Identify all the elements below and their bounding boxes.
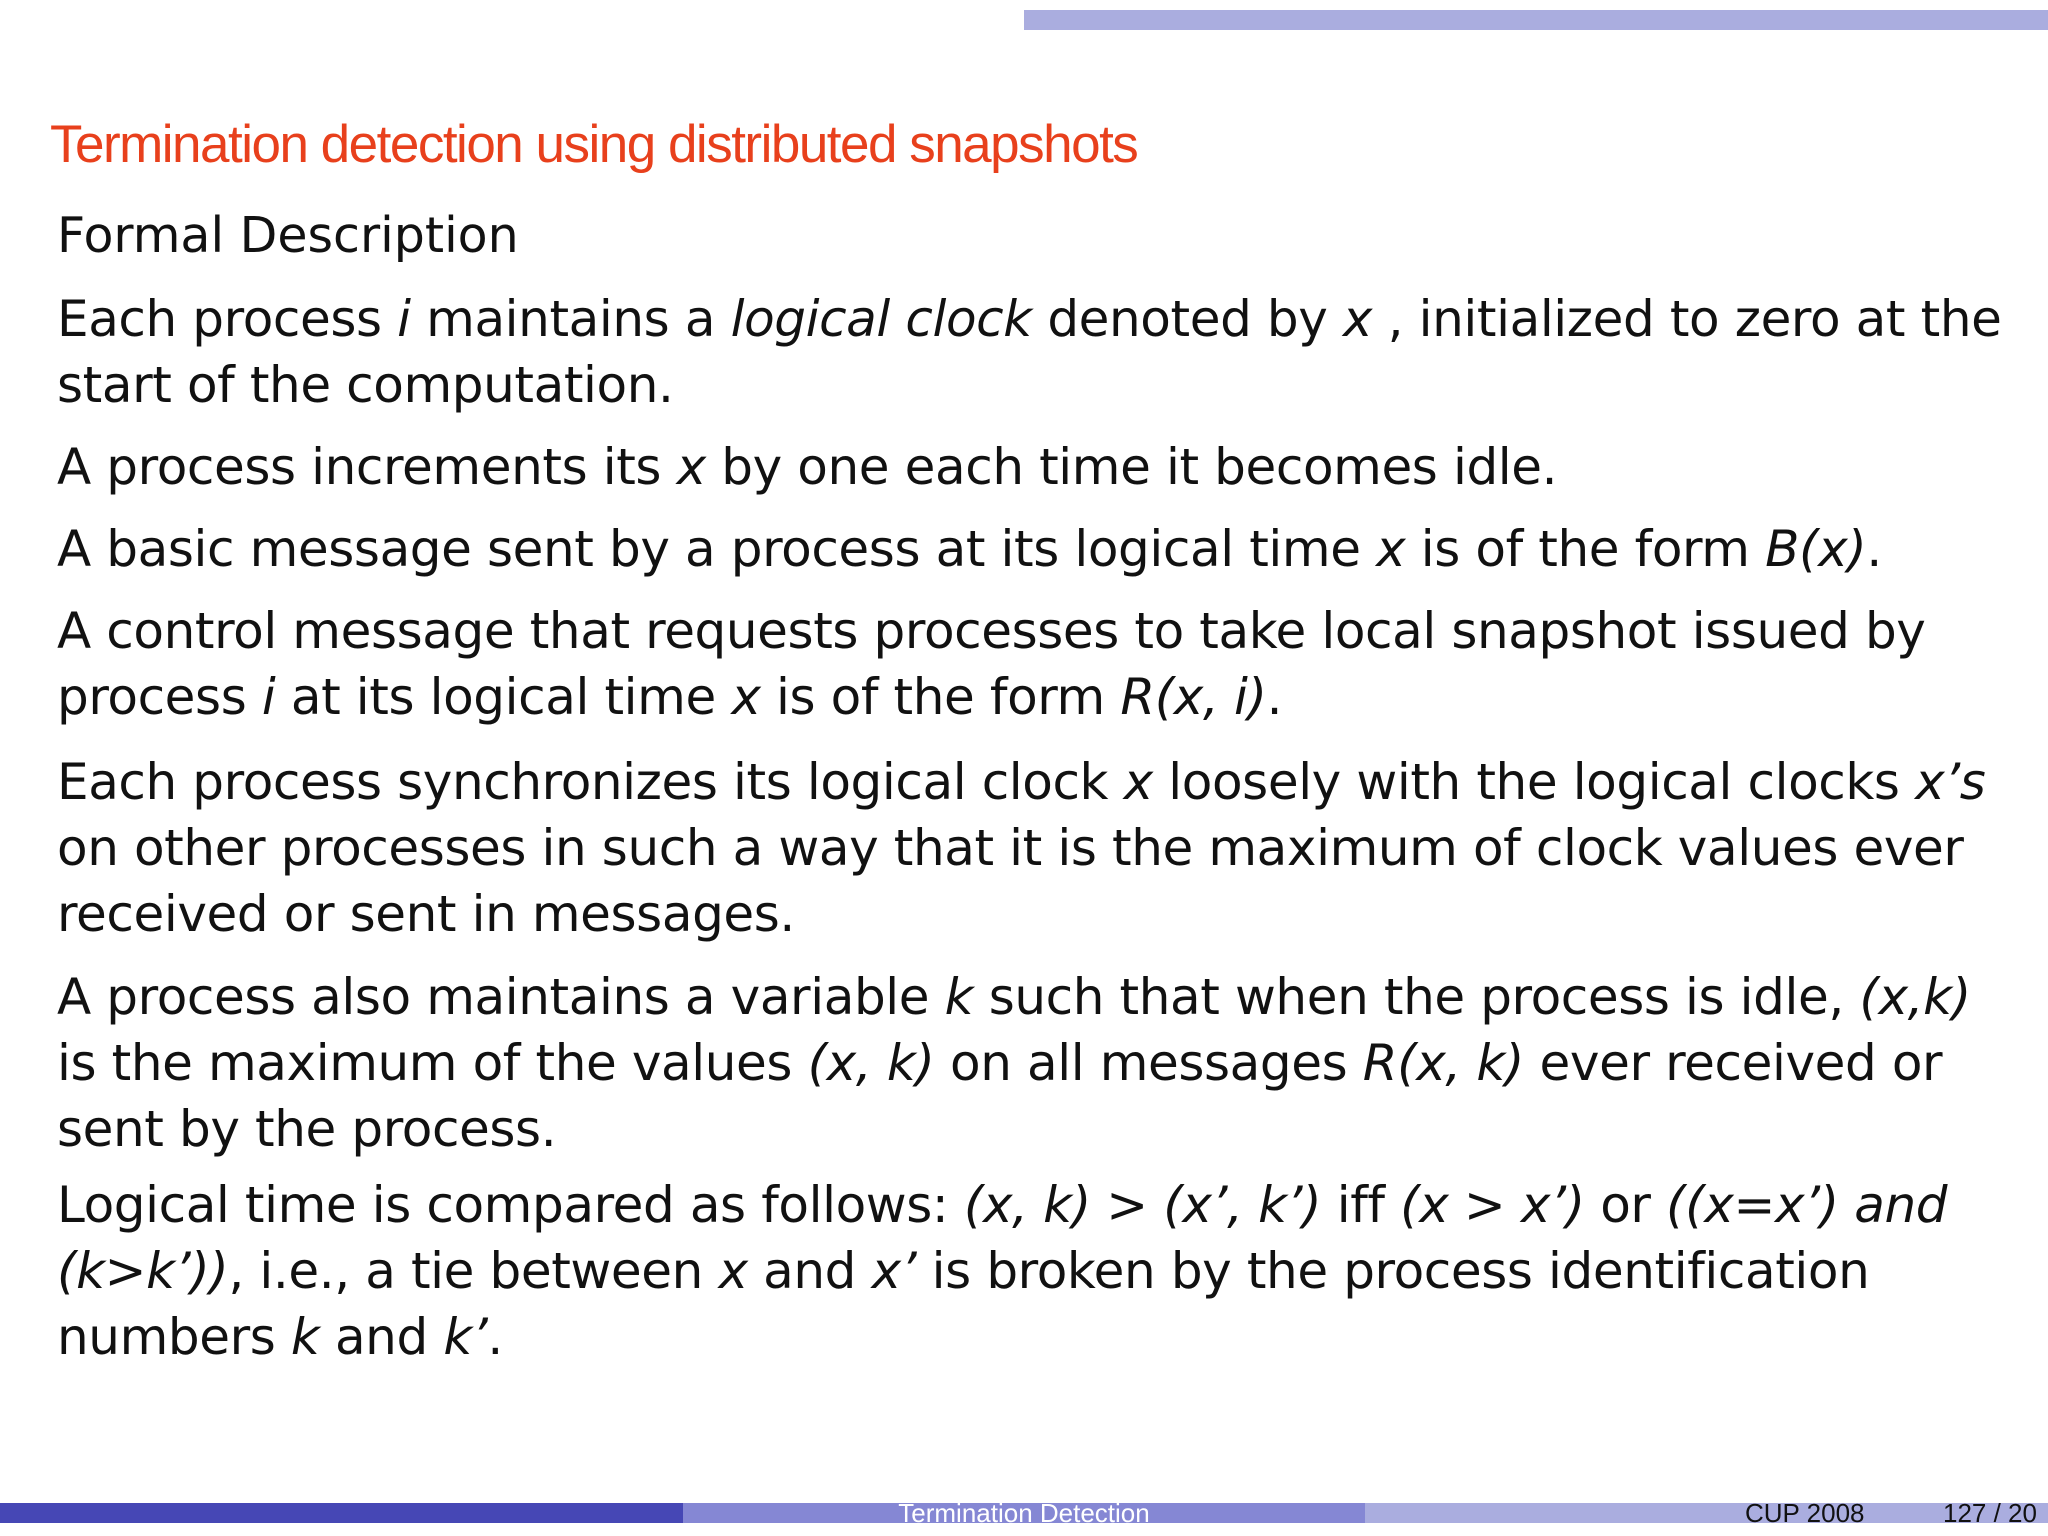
paragraph-clock-sync: Each process synchronizes its logical clock x loosely with the logical clocks x’s on other processes in such a way that it is the maximum of clock values ever received or sent in messages.: [57, 753, 1986, 943]
footer-bar: [0, 1498, 2048, 1528]
slide-subtitle: Formal Description: [57, 207, 519, 264]
footer-section-title: Termination Detection: [683, 1503, 1365, 1523]
footer-page-number: 127 / 20: [1943, 1498, 2037, 1528]
paragraph-variable-k: A process also maintains a variable k such that when the process is idle, (x,k) is the maximum of the values (x, k) on all messages R(x, k) ever received or sent by the process.: [57, 968, 1971, 1158]
paragraph-time-comparison: Logical time is compared as follows: (x, k) > (x’, k’) iff (x > x’) or ((x=x’) and (k>k’)), i.e., a tie between x and x’ is broken by the process identification numbers k and k’.: [57, 1176, 1948, 1366]
header-accent-bar: [1024, 10, 2048, 30]
footer-left-segment: [0, 1503, 683, 1523]
paragraph-control-message: A control message that requests processes to take local snapshot issued by process i at its logical time x is of the form R(x, i).: [57, 602, 1926, 726]
paragraph-clock-init: Each process i maintains a logical clock denoted by x , initialized to zero at the start of the computation.: [57, 290, 2002, 414]
paragraph-basic-message: A basic message sent by a process at its logical time x is of the form B(x).: [57, 520, 1882, 578]
slide-title: Termination detection using distributed snapshots: [50, 115, 1138, 174]
paragraph-clock-increment: A process increments its x by one each time it becomes idle.: [57, 438, 1558, 496]
footer-copyright: CUP 2008: [1745, 1498, 1865, 1528]
footer-right-segment: [1365, 1498, 2048, 1528]
